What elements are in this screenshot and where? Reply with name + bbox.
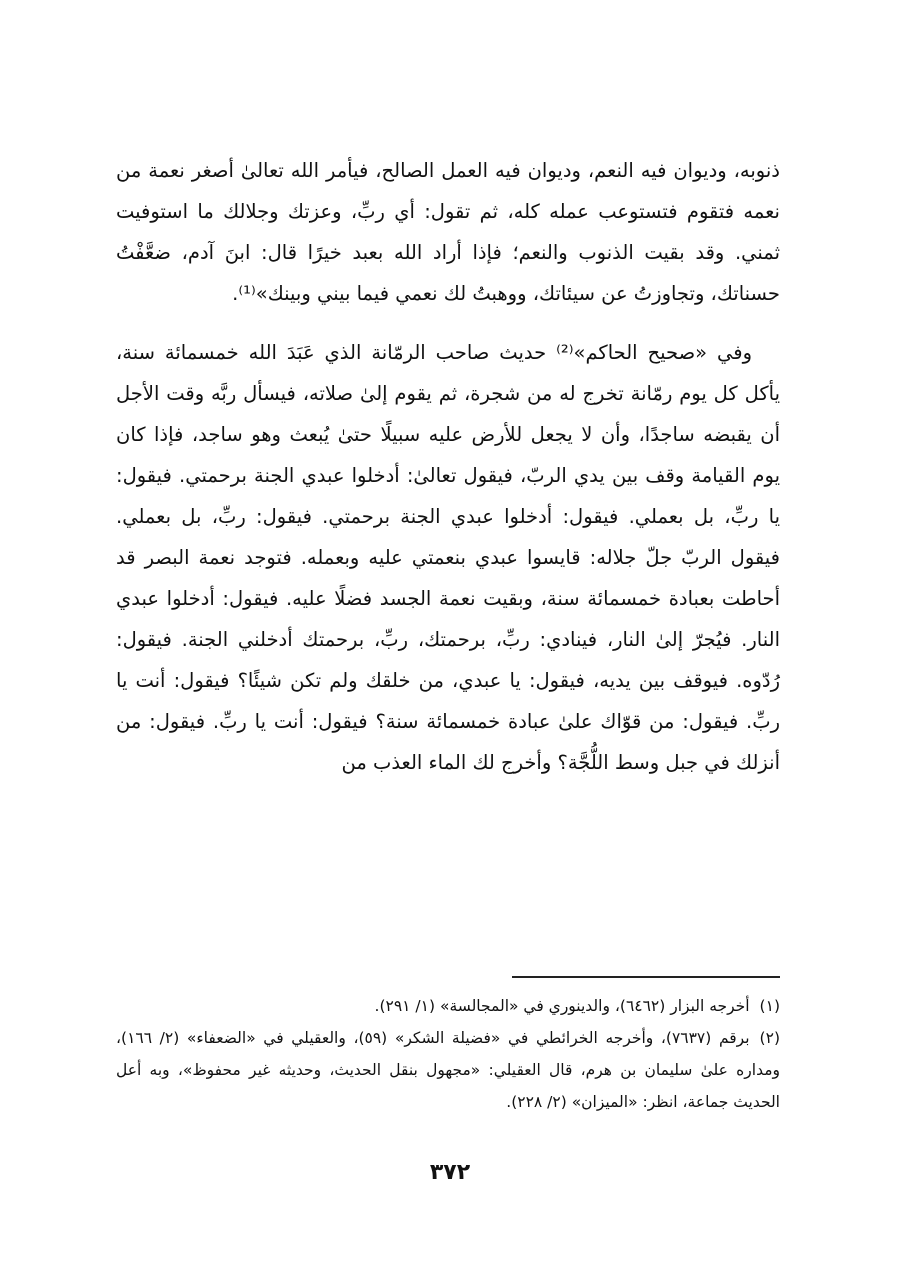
body-paragraph-1: ذنوبه، وديوان فيه النعم، وديوان فيه العمل الصالح، فيأمر الله تعالىٰ أصغر نعمة من نعمه فتقوم فتستوعب عمله كله، ثم تقول: أي ربِّ، وعزتك وجلالك ما استوفيت ثمني. وقد بقيت الذنوب والنعم؛ فإذا أراد الله بعبد خيرًا قال: ابنَ آدم، ضعَّفْتُ حسناتك، وتجاوزتُ عن سيئاتك، ووهبتُ لك نعمي فيما بيني وبينك»⁽¹⁾. — [116, 159, 780, 305]
footnote-separator — [512, 976, 780, 978]
footnotes — [116, 990, 780, 1118]
body-paragraph-2: وفي «صحيح الحاكم»⁽²⁾ حديث صاحب الرمّانة الذي عَبَدَ الله خمسمائة سنة، يأكل كل يوم رمّانة تخرج له من شجرة، ثم يقوم إلىٰ صلاته، فيسأل ربَّه وقت الأجل أن يقبضه ساجدًا، وأن لا يجعل للأرض عليه سبيلًا حتىٰ يُبعث وهو ساجد، فإذا كان يوم القيامة وقف بين يدي الربّ، فيقول تعالىٰ: أدخلوا عبدي الجنة برحمتي. فيقول: يا ربِّ، بل بعملي. فيقول: أدخلوا عبدي الجنة برحمتي. فيقول: ربِّ، بل بعملي. فيقول الربّ جلّ جلاله: قايسوا عبدي بنعمتي عليه وبعمله. فتوجد نعمة البصر قد أحاطت بعبادة خمسمائة سنة، وبقيت نعمة الجسد فضلًا عليه. فيقول: أدخلوا عبدي النار. فيُجرّ إلىٰ النار، فينادي: ربِّ، برحمتك، ربِّ، برحمتك أدخلني الجنة. فيقول: رُدّوه. فيوقف بين يديه، فيقول: يا عبدي، من خلقك ولم تكن شيئًا؟ فيقول: أنت يا ربِّ. فيقول: من قوّاك علىٰ عبادة خمسمائة سنة؟ فيقول: أنت يا ربِّ. فيقول: من أنزلك في جبل وسط اللُّجَّة؟ وأخرج لك الماء العذب من — [116, 341, 780, 774]
page-number: ٣٧٢ — [429, 1160, 471, 1185]
footnote-text: برقم (٧٦٣٧)، وأخرجه الخرائطي في «فضيلة الشكر» (٥٩)، والعقيلي في «الضعفاء» (٢/ ١٦٦)، ومداره علىٰ سليمان بن هرم، قال العقيلي: «مجهول بنقل الحديث، وحديثه غير محفوظ»، وبه أعل الحديث جماعة، انظر: «الميزان» (٢/ ٢٢٨). — [116, 1029, 780, 1111]
footnote-2 — [116, 1022, 780, 1118]
footnote-1 — [116, 990, 780, 1022]
footnote-number: (١) — [759, 997, 780, 1015]
footnote-number: (٢) — [759, 1029, 780, 1047]
footnote-text: أخرجه البزار (٦٤٦٢)، والدينوري في «المجالسة» (١/ ٢٩١). — [374, 997, 750, 1015]
main-text — [116, 150, 780, 783]
